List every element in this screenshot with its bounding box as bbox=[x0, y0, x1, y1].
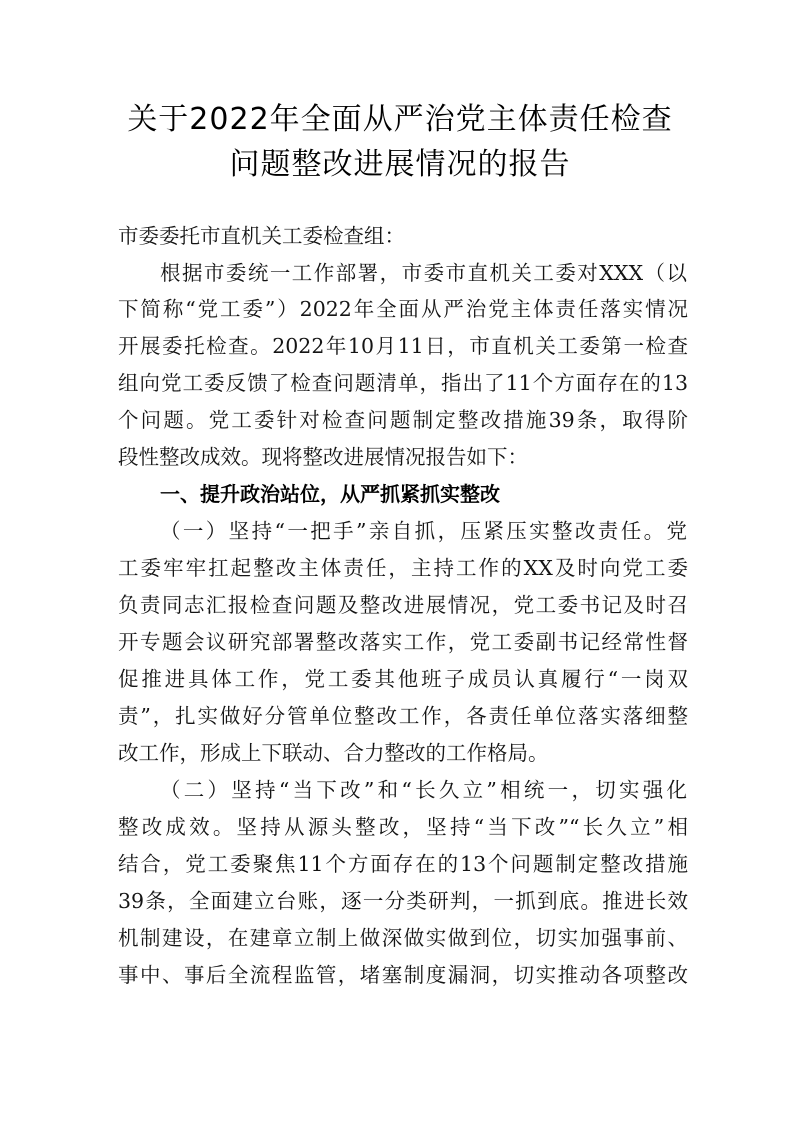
document-title-line-2: 问题整改进展情况的报告 bbox=[229, 147, 571, 182]
paragraph-line: 开专题会议研究部署整改落实工作，党工委副书记经常性督 bbox=[118, 630, 688, 654]
paragraph-line: 开展委托检查。2022年10月11日，市直机关工委第一检查 bbox=[118, 334, 688, 358]
paragraph-line: 个问题。党工委针对检查问题制定整改措施39条，取得阶 bbox=[118, 408, 688, 432]
paragraph-line: 工委牢牢扛起整改主体责任，主持工作的XX及时向党工委 bbox=[118, 556, 688, 580]
paragraph-line: 改工作，形成上下联动、合力整改的工作格局。 bbox=[118, 741, 549, 765]
section-heading: 一、提升政治站位，从严抓紧抓实整改 bbox=[160, 482, 500, 506]
paragraph-line: 根据市委统一工作部署，市委市直机关工委对XXX（以 bbox=[160, 261, 687, 285]
paragraph-line: 结合，党工委聚焦11个方面存在的13个问题制定整改措施 bbox=[118, 852, 688, 876]
paragraph-line: 组向党工委反馈了检查问题清单，指出了11个方面存在的13 bbox=[118, 371, 688, 395]
paragraph-line: （一）坚持“一把手”亲自抓，压紧压实整改责任。党 bbox=[160, 519, 687, 543]
paragraph-line: （二）坚持“当下改”和“长久立”相统一，切实强化 bbox=[160, 778, 687, 802]
document-title-line-1: 关于2022年全面从严治党主体责任检查 bbox=[127, 102, 673, 137]
paragraph-line: 促推进具体工作，党工委其他班子成员认真履行“一岗双 bbox=[118, 667, 688, 691]
paragraph-line: 段性整改成效。现将整改进展情况报告如下： bbox=[118, 445, 528, 469]
paragraph-line: 下简称“党工委”）2022年全面从严治党主体责任落实情况 bbox=[118, 297, 688, 321]
paragraph-line: 整改成效。坚持从源头整改，坚持“当下改”“长久立”相 bbox=[118, 815, 688, 839]
paragraph-line: 机制建设，在建章立制上做深做实做到位，切实加强事前、 bbox=[118, 926, 688, 950]
paragraph-line: 39条，全面建立台账，逐一分类研判，一抓到底。推进长效 bbox=[118, 889, 688, 913]
salutation: 市委委托市直机关工委检查组： bbox=[118, 224, 405, 248]
paragraph-line: 事中、事后全流程监管，堵塞制度漏洞，切实推动各项整改 bbox=[118, 963, 688, 987]
paragraph-line: 责”，扎实做好分管单位整改工作，各责任单位落实落细整 bbox=[118, 704, 688, 728]
paragraph-line: 负责同志汇报检查问题及整改进展情况，党工委书记及时召 bbox=[118, 593, 688, 617]
